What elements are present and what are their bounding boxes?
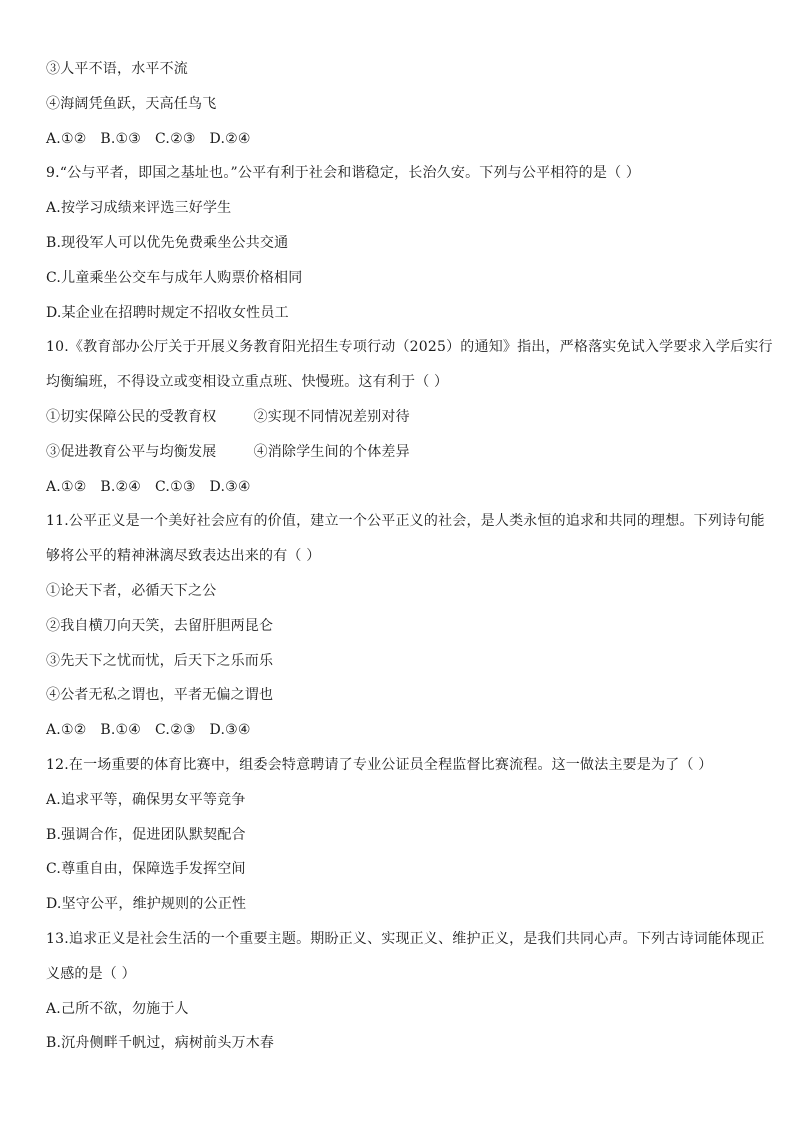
question-11-stem: 11.公平正义是一个美好社会应有的价值，建立一个公平正义的社会，是人类永恒的追求和共同的理想。下列诗句能 bbox=[46, 513, 765, 530]
option-line: ②我自横刀向天笑，去留肝胆两昆仑 bbox=[46, 617, 274, 634]
option-line: D.坚守公平，维护规则的公正性 bbox=[46, 896, 247, 913]
option-line: ③先天下之忧而忧，后天下之乐而乐 bbox=[46, 652, 274, 669]
option-line: D.某企业在招聘时规定不招收女性员工 bbox=[46, 304, 289, 321]
question-13-stem: 13.追求正义是社会生活的一个重要主题。期盼正义、实现正义、维护正义，是我们共同心声。下列古诗词能体现正 bbox=[46, 930, 765, 947]
exam-page bbox=[46, 52, 773, 1061]
option-line: ④海阔凭鱼跃，天高任鸟飞 bbox=[46, 95, 217, 112]
question-13-stem-cont: 义感的是（ ） bbox=[46, 965, 136, 982]
option-line: C.儿童乘坐公交车与成年人购票价格相同 bbox=[46, 269, 303, 286]
option-line: ④公者无私之谓也，平者无偏之谓也 bbox=[46, 687, 274, 704]
question-10-stem-cont: 均衡编班，不得设立或变相设立重点班、快慢班。这有利于（ ） bbox=[46, 374, 449, 391]
option-line: ③人平不语，水平不流 bbox=[46, 61, 188, 77]
question-10-stem: 10.《教育部办公厅关于开展义务教育阳光招生专项行动（2025）的通知》指出，严格落实免试入学要求入学后实行 bbox=[46, 339, 773, 356]
option-line: B.沉舟侧畔千帆过，病树前头万木春 bbox=[46, 1035, 275, 1052]
option-line: A.己所不欲，勿施于人 bbox=[46, 1000, 189, 1017]
option-line: A.追求平等，确保男女平等竞争 bbox=[46, 791, 246, 808]
answer-choices: A.①② B.①④ C.②③ D.③④ bbox=[46, 722, 251, 739]
question-11-stem-cont: 够将公平的精神淋漓尽致表达出来的有（ ） bbox=[46, 548, 321, 565]
statement-pair: ③促进教育公平与均衡发展 ④消除学生间的个体差异 bbox=[46, 443, 410, 460]
question-9-stem: 9.“公与平者，即国之基址也。”公平有利于社会和谐稳定，长治久安。下列与公平相符的是（ ） bbox=[46, 165, 641, 182]
answer-choices: A.①② B.②④ C.①③ D.③④ bbox=[46, 478, 251, 495]
statement-pair: ①切实保障公民的受教育权 ②实现不同情况差别对待 bbox=[46, 408, 410, 425]
question-12-stem: 12.在一场重要的体育比赛中，组委会特意聘请了专业公证员全程监督比赛流程。这一做法主要是为了（ ） bbox=[46, 756, 713, 773]
answer-choices: A.①② B.①③ C.②③ D.②④ bbox=[46, 130, 251, 147]
option-line: A.按学习成绩来评选三好学生 bbox=[46, 200, 232, 217]
option-line: C.尊重自由，保障选手发挥空间 bbox=[46, 861, 246, 878]
option-line: ①论天下者，必循天下之公 bbox=[46, 582, 217, 599]
option-line: B.强调合作，促进团队默契配合 bbox=[46, 826, 246, 843]
option-line: B.现役军人可以优先免费乘坐公共交通 bbox=[46, 234, 289, 251]
